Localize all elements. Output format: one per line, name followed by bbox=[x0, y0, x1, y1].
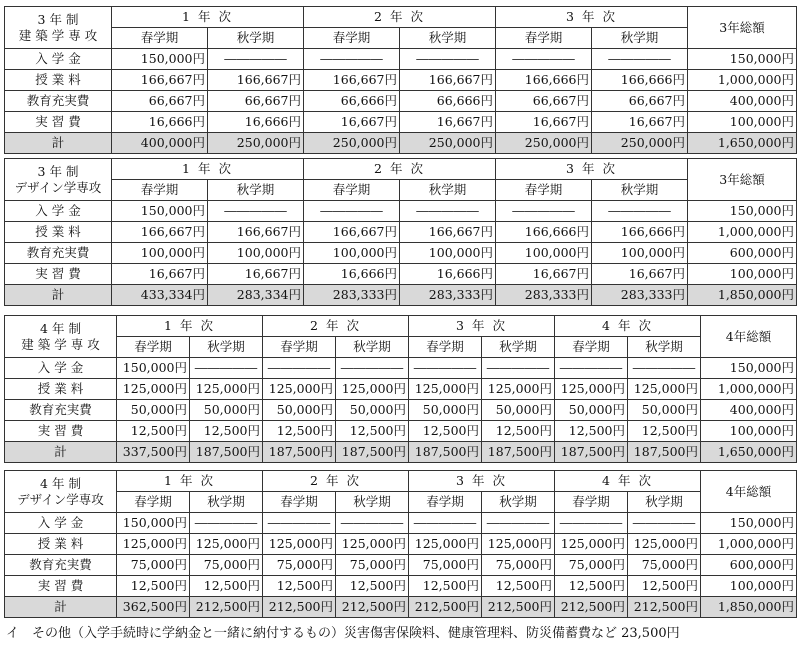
fee-amount: 125,000円 bbox=[190, 379, 263, 400]
autumn-term-header: 秋学期 bbox=[190, 337, 263, 358]
autumn-term-header: 秋学期 bbox=[592, 180, 688, 201]
total-amount: 400,000円 bbox=[688, 91, 797, 112]
fee-amount: 75,000円 bbox=[336, 555, 409, 576]
total-amount: 1,850,000円 bbox=[701, 597, 797, 618]
autumn-term-header: 秋学期 bbox=[628, 337, 701, 358]
term-header-row bbox=[5, 492, 797, 513]
total-amount: 100,000円 bbox=[701, 421, 797, 442]
fee-category: 授 業 料 bbox=[5, 534, 117, 555]
fee-amount: 12,500円 bbox=[628, 421, 701, 442]
empty-cell-dash: ――――― bbox=[190, 513, 263, 534]
program-label bbox=[5, 159, 112, 201]
autumn-term-header: 秋学期 bbox=[482, 492, 555, 513]
fee-amount: 166,667円 bbox=[400, 222, 496, 243]
total-amount: 600,000円 bbox=[701, 555, 797, 576]
fee-amount: 166,666円 bbox=[496, 222, 592, 243]
autumn-term-header: 秋学期 bbox=[400, 28, 496, 49]
program-label bbox=[5, 316, 117, 358]
empty-cell-dash: ――――― bbox=[336, 513, 409, 534]
fee-amount: 166,667円 bbox=[208, 70, 304, 91]
fee-amount: 16,666円 bbox=[208, 112, 304, 133]
other-fees-note: イ その他（入学手続時に学納金と一緒に納付するもの）災害傷害保険料、健康管理料、防災備蓄費など 23,500円 bbox=[6, 626, 680, 641]
empty-cell-dash: ――――― bbox=[208, 201, 304, 222]
fee-category: 授 業 料 bbox=[5, 70, 112, 91]
fee-amount: 283,333円 bbox=[592, 285, 688, 306]
fee-row bbox=[5, 576, 797, 597]
total-amount: 1,850,000円 bbox=[688, 285, 797, 306]
fee-amount: 362,500円 bbox=[117, 597, 190, 618]
fee-amount: 12,500円 bbox=[190, 576, 263, 597]
fee-category: 入 学 金 bbox=[5, 513, 117, 534]
fee-amount: 12,500円 bbox=[555, 421, 628, 442]
fee-row bbox=[5, 358, 797, 379]
sum-row bbox=[5, 597, 797, 618]
fee-amount: 125,000円 bbox=[628, 534, 701, 555]
fee-amount: 16,667円 bbox=[592, 112, 688, 133]
fee-category: 入 学 金 bbox=[5, 201, 112, 222]
fee-amount: 166,666円 bbox=[592, 222, 688, 243]
fee-table-1 bbox=[4, 6, 797, 154]
fee-amount: 150,000円 bbox=[112, 201, 208, 222]
fee-category: 実 習 費 bbox=[5, 421, 117, 442]
spring-term-header: 春学期 bbox=[555, 337, 628, 358]
program-label bbox=[5, 471, 117, 513]
total-amount: 100,000円 bbox=[701, 576, 797, 597]
year-header: 3 年 次 bbox=[409, 471, 555, 492]
fee-amount: 12,500円 bbox=[409, 421, 482, 442]
fee-category: 計 bbox=[5, 442, 117, 463]
program-years: 4 年 制 bbox=[40, 320, 81, 336]
total-amount: 150,000円 bbox=[688, 49, 797, 70]
fee-amount: 250,000円 bbox=[208, 133, 304, 154]
year-header: 2 年 次 bbox=[263, 471, 409, 492]
fee-amount: 12,500円 bbox=[336, 576, 409, 597]
fee-amount: 50,000円 bbox=[409, 400, 482, 421]
fee-amount: 50,000円 bbox=[263, 400, 336, 421]
fee-amount: 16,667円 bbox=[112, 264, 208, 285]
fee-amount: 75,000円 bbox=[628, 555, 701, 576]
year-header-row bbox=[5, 316, 797, 337]
fee-table-2 bbox=[4, 158, 797, 306]
fee-category: 授 業 料 bbox=[5, 379, 117, 400]
fee-amount: 125,000円 bbox=[409, 379, 482, 400]
autumn-term-header: 秋学期 bbox=[400, 180, 496, 201]
fee-amount: 212,500円 bbox=[628, 597, 701, 618]
year-header: 1 年 次 bbox=[112, 159, 304, 180]
fee-amount: 150,000円 bbox=[117, 358, 190, 379]
fee-amount: 125,000円 bbox=[336, 534, 409, 555]
fee-amount: 125,000円 bbox=[263, 379, 336, 400]
fee-amount: 125,000円 bbox=[628, 379, 701, 400]
fee-amount: 12,500円 bbox=[117, 576, 190, 597]
total-header: 4年総額 bbox=[701, 316, 797, 358]
fee-amount: 66,666円 bbox=[400, 91, 496, 112]
total-amount: 1,650,000円 bbox=[688, 133, 797, 154]
spring-term-header: 春学期 bbox=[496, 180, 592, 201]
empty-cell-dash: ――――― bbox=[400, 49, 496, 70]
total-amount: 600,000円 bbox=[688, 243, 797, 264]
fee-amount: 75,000円 bbox=[190, 555, 263, 576]
fee-category: 教育充実費 bbox=[5, 555, 117, 576]
fee-category: 教育充実費 bbox=[5, 91, 112, 112]
empty-cell-dash: ――――― bbox=[496, 201, 592, 222]
fee-amount: 12,500円 bbox=[628, 576, 701, 597]
fee-amount: 125,000円 bbox=[482, 379, 555, 400]
fee-amount: 433,334円 bbox=[112, 285, 208, 306]
fee-amount: 283,333円 bbox=[496, 285, 592, 306]
spring-term-header: 春学期 bbox=[117, 337, 190, 358]
fee-amount: 125,000円 bbox=[555, 534, 628, 555]
fee-amount: 283,333円 bbox=[304, 285, 400, 306]
year-header: 4 年 次 bbox=[555, 471, 701, 492]
fee-amount: 337,500円 bbox=[117, 442, 190, 463]
fee-amount: 16,667円 bbox=[496, 112, 592, 133]
fee-amount: 187,500円 bbox=[336, 442, 409, 463]
term-header-row bbox=[5, 180, 797, 201]
autumn-term-header: 秋学期 bbox=[208, 180, 304, 201]
fee-category: 計 bbox=[5, 597, 117, 618]
fee-category: 計 bbox=[5, 133, 112, 154]
fee-amount: 66,667円 bbox=[208, 91, 304, 112]
fee-amount: 16,667円 bbox=[208, 264, 304, 285]
year-header: 2 年 次 bbox=[304, 159, 496, 180]
fee-amount: 12,500円 bbox=[482, 576, 555, 597]
fee-amount: 166,667円 bbox=[400, 70, 496, 91]
empty-cell-dash: ――――― bbox=[482, 358, 555, 379]
fee-amount: 75,000円 bbox=[263, 555, 336, 576]
year-header: 1 年 次 bbox=[117, 471, 263, 492]
fee-amount: 250,000円 bbox=[592, 133, 688, 154]
fee-row bbox=[5, 112, 797, 133]
program-major: デザイン学専攻 bbox=[14, 179, 102, 195]
fee-amount: 16,666円 bbox=[304, 264, 400, 285]
fee-category: 教育充実費 bbox=[5, 243, 112, 264]
fee-row bbox=[5, 70, 797, 91]
total-header: 3年総額 bbox=[688, 159, 797, 201]
program-major: デザイン学専攻 bbox=[17, 491, 104, 507]
fee-amount: 125,000円 bbox=[263, 534, 336, 555]
fee-row bbox=[5, 49, 797, 70]
autumn-term-header: 秋学期 bbox=[336, 337, 409, 358]
year-header: 4 年 次 bbox=[555, 316, 701, 337]
fee-amount: 12,500円 bbox=[117, 421, 190, 442]
fee-row bbox=[5, 534, 797, 555]
spring-term-header: 春学期 bbox=[263, 337, 336, 358]
spring-term-header: 春学期 bbox=[409, 492, 482, 513]
fee-amount: 166,667円 bbox=[208, 222, 304, 243]
sum-row bbox=[5, 442, 797, 463]
empty-cell-dash: ――――― bbox=[555, 358, 628, 379]
fee-amount: 250,000円 bbox=[304, 133, 400, 154]
sum-row bbox=[5, 285, 797, 306]
fee-amount: 66,667円 bbox=[112, 91, 208, 112]
fee-amount: 75,000円 bbox=[482, 555, 555, 576]
total-amount: 1,000,000円 bbox=[701, 379, 797, 400]
empty-cell-dash: ――――― bbox=[628, 513, 701, 534]
fee-amount: 100,000円 bbox=[496, 243, 592, 264]
empty-cell-dash: ――――― bbox=[628, 358, 701, 379]
fee-row bbox=[5, 264, 797, 285]
fee-amount: 16,667円 bbox=[592, 264, 688, 285]
empty-cell-dash: ――――― bbox=[304, 201, 400, 222]
fee-amount: 16,666円 bbox=[400, 264, 496, 285]
fee-amount: 212,500円 bbox=[336, 597, 409, 618]
year-header: 1 年 次 bbox=[112, 7, 304, 28]
fee-amount: 100,000円 bbox=[304, 243, 400, 264]
empty-cell-dash: ――――― bbox=[190, 358, 263, 379]
fee-amount: 12,500円 bbox=[190, 421, 263, 442]
fee-amount: 125,000円 bbox=[409, 534, 482, 555]
empty-cell-dash: ――――― bbox=[409, 513, 482, 534]
total-amount: 1,000,000円 bbox=[701, 534, 797, 555]
empty-cell-dash: ――――― bbox=[400, 201, 496, 222]
fee-amount: 66,666円 bbox=[304, 91, 400, 112]
total-amount: 100,000円 bbox=[688, 112, 797, 133]
fee-amount: 12,500円 bbox=[336, 421, 409, 442]
fee-amount: 187,500円 bbox=[482, 442, 555, 463]
spring-term-header: 春学期 bbox=[496, 28, 592, 49]
fee-category: 入 学 金 bbox=[5, 49, 112, 70]
empty-cell-dash: ――――― bbox=[555, 513, 628, 534]
fee-amount: 212,500円 bbox=[482, 597, 555, 618]
fee-row bbox=[5, 243, 797, 264]
fee-amount: 187,500円 bbox=[190, 442, 263, 463]
fee-amount: 16,666円 bbox=[112, 112, 208, 133]
fee-amount: 12,500円 bbox=[263, 421, 336, 442]
empty-cell-dash: ――――― bbox=[496, 49, 592, 70]
fee-amount: 12,500円 bbox=[555, 576, 628, 597]
fee-amount: 75,000円 bbox=[555, 555, 628, 576]
empty-cell-dash: ――――― bbox=[208, 49, 304, 70]
fee-table-3 bbox=[4, 315, 797, 463]
fee-amount: 125,000円 bbox=[555, 379, 628, 400]
fee-amount: 16,667円 bbox=[400, 112, 496, 133]
fee-amount: 50,000円 bbox=[482, 400, 555, 421]
term-header-row bbox=[5, 28, 797, 49]
fee-amount: 250,000円 bbox=[400, 133, 496, 154]
fee-amount: 150,000円 bbox=[117, 513, 190, 534]
empty-cell-dash: ――――― bbox=[263, 513, 336, 534]
spring-term-header: 春学期 bbox=[117, 492, 190, 513]
empty-cell-dash: ――――― bbox=[592, 201, 688, 222]
year-header: 3 年 次 bbox=[496, 7, 688, 28]
fee-amount: 100,000円 bbox=[112, 243, 208, 264]
fee-amount: 75,000円 bbox=[117, 555, 190, 576]
fee-amount: 75,000円 bbox=[409, 555, 482, 576]
fee-amount: 12,500円 bbox=[263, 576, 336, 597]
year-header: 2 年 次 bbox=[304, 7, 496, 28]
fee-row bbox=[5, 400, 797, 421]
program-years: 3 年 制 bbox=[37, 11, 79, 27]
fee-amount: 400,000円 bbox=[112, 133, 208, 154]
fee-amount: 166,667円 bbox=[304, 70, 400, 91]
total-amount: 1,000,000円 bbox=[688, 70, 797, 91]
fee-amount: 250,000円 bbox=[496, 133, 592, 154]
fee-amount: 66,667円 bbox=[592, 91, 688, 112]
year-header-row bbox=[5, 7, 797, 28]
fee-amount: 100,000円 bbox=[592, 243, 688, 264]
total-amount: 100,000円 bbox=[688, 264, 797, 285]
fee-amount: 212,500円 bbox=[263, 597, 336, 618]
fee-row bbox=[5, 421, 797, 442]
fee-amount: 125,000円 bbox=[117, 379, 190, 400]
fee-amount: 283,333円 bbox=[400, 285, 496, 306]
fee-amount: 100,000円 bbox=[208, 243, 304, 264]
program-major: 建 築 学 専 攻 bbox=[21, 336, 100, 352]
year-header: 3 年 次 bbox=[496, 159, 688, 180]
fee-amount: 212,500円 bbox=[555, 597, 628, 618]
fee-amount: 16,667円 bbox=[304, 112, 400, 133]
autumn-term-header: 秋学期 bbox=[208, 28, 304, 49]
fee-amount: 166,667円 bbox=[304, 222, 400, 243]
fee-row bbox=[5, 91, 797, 112]
fee-amount: 187,500円 bbox=[263, 442, 336, 463]
total-amount: 150,000円 bbox=[701, 358, 797, 379]
fee-table-4 bbox=[4, 470, 797, 618]
fee-category: 教育充実費 bbox=[5, 400, 117, 421]
spring-term-header: 春学期 bbox=[263, 492, 336, 513]
fee-amount: 50,000円 bbox=[336, 400, 409, 421]
fee-amount: 187,500円 bbox=[628, 442, 701, 463]
fee-amount: 66,667円 bbox=[496, 91, 592, 112]
fee-category: 授 業 料 bbox=[5, 222, 112, 243]
program-years: 3 年 制 bbox=[37, 163, 79, 179]
empty-cell-dash: ――――― bbox=[482, 513, 555, 534]
year-header: 1 年 次 bbox=[117, 316, 263, 337]
fee-amount: 125,000円 bbox=[117, 534, 190, 555]
spring-term-header: 春学期 bbox=[409, 337, 482, 358]
empty-cell-dash: ――――― bbox=[592, 49, 688, 70]
empty-cell-dash: ――――― bbox=[263, 358, 336, 379]
fee-row bbox=[5, 555, 797, 576]
fee-amount: 212,500円 bbox=[190, 597, 263, 618]
year-header-row bbox=[5, 471, 797, 492]
empty-cell-dash: ――――― bbox=[304, 49, 400, 70]
sum-row bbox=[5, 133, 797, 154]
fee-amount: 212,500円 bbox=[409, 597, 482, 618]
fee-amount: 125,000円 bbox=[482, 534, 555, 555]
fee-category: 実 習 費 bbox=[5, 576, 117, 597]
autumn-term-header: 秋学期 bbox=[482, 337, 555, 358]
fee-amount: 125,000円 bbox=[190, 534, 263, 555]
fee-category: 実 習 費 bbox=[5, 112, 112, 133]
year-header-row bbox=[5, 159, 797, 180]
spring-term-header: 春学期 bbox=[112, 180, 208, 201]
total-header: 4年総額 bbox=[701, 471, 797, 513]
fee-amount: 150,000円 bbox=[112, 49, 208, 70]
fee-amount: 50,000円 bbox=[555, 400, 628, 421]
total-amount: 150,000円 bbox=[688, 201, 797, 222]
fee-amount: 12,500円 bbox=[482, 421, 555, 442]
total-amount: 1,000,000円 bbox=[688, 222, 797, 243]
total-amount: 150,000円 bbox=[701, 513, 797, 534]
fee-amount: 100,000円 bbox=[400, 243, 496, 264]
total-amount: 400,000円 bbox=[701, 400, 797, 421]
fee-amount: 166,667円 bbox=[112, 222, 208, 243]
fee-amount: 125,000円 bbox=[336, 379, 409, 400]
program-label bbox=[5, 7, 112, 49]
spring-term-header: 春学期 bbox=[555, 492, 628, 513]
fee-row bbox=[5, 513, 797, 534]
fee-category: 入 学 金 bbox=[5, 358, 117, 379]
spring-term-header: 春学期 bbox=[304, 28, 400, 49]
autumn-term-header: 秋学期 bbox=[190, 492, 263, 513]
fee-amount: 12,500円 bbox=[409, 576, 482, 597]
autumn-term-header: 秋学期 bbox=[592, 28, 688, 49]
fee-amount: 166,666円 bbox=[592, 70, 688, 91]
fee-category: 実 習 費 bbox=[5, 264, 112, 285]
fee-row bbox=[5, 222, 797, 243]
fee-amount: 187,500円 bbox=[409, 442, 482, 463]
fee-amount: 50,000円 bbox=[117, 400, 190, 421]
program-years: 4 年 制 bbox=[40, 475, 81, 491]
year-header: 3 年 次 bbox=[409, 316, 555, 337]
fee-amount: 283,334円 bbox=[208, 285, 304, 306]
fee-amount: 166,667円 bbox=[112, 70, 208, 91]
fee-amount: 166,666円 bbox=[496, 70, 592, 91]
fee-amount: 50,000円 bbox=[628, 400, 701, 421]
empty-cell-dash: ――――― bbox=[409, 358, 482, 379]
year-header: 2 年 次 bbox=[263, 316, 409, 337]
spring-term-header: 春学期 bbox=[304, 180, 400, 201]
spring-term-header: 春学期 bbox=[112, 28, 208, 49]
empty-cell-dash: ――――― bbox=[336, 358, 409, 379]
fee-amount: 50,000円 bbox=[190, 400, 263, 421]
fee-row bbox=[5, 379, 797, 400]
fee-amount: 187,500円 bbox=[555, 442, 628, 463]
total-amount: 1,650,000円 bbox=[701, 442, 797, 463]
fee-category: 計 bbox=[5, 285, 112, 306]
autumn-term-header: 秋学期 bbox=[628, 492, 701, 513]
fee-amount: 16,667円 bbox=[496, 264, 592, 285]
total-header: 3年総額 bbox=[688, 7, 797, 49]
fee-row bbox=[5, 201, 797, 222]
autumn-term-header: 秋学期 bbox=[336, 492, 409, 513]
term-header-row bbox=[5, 337, 797, 358]
program-major: 建 築 学 専 攻 bbox=[18, 27, 98, 43]
